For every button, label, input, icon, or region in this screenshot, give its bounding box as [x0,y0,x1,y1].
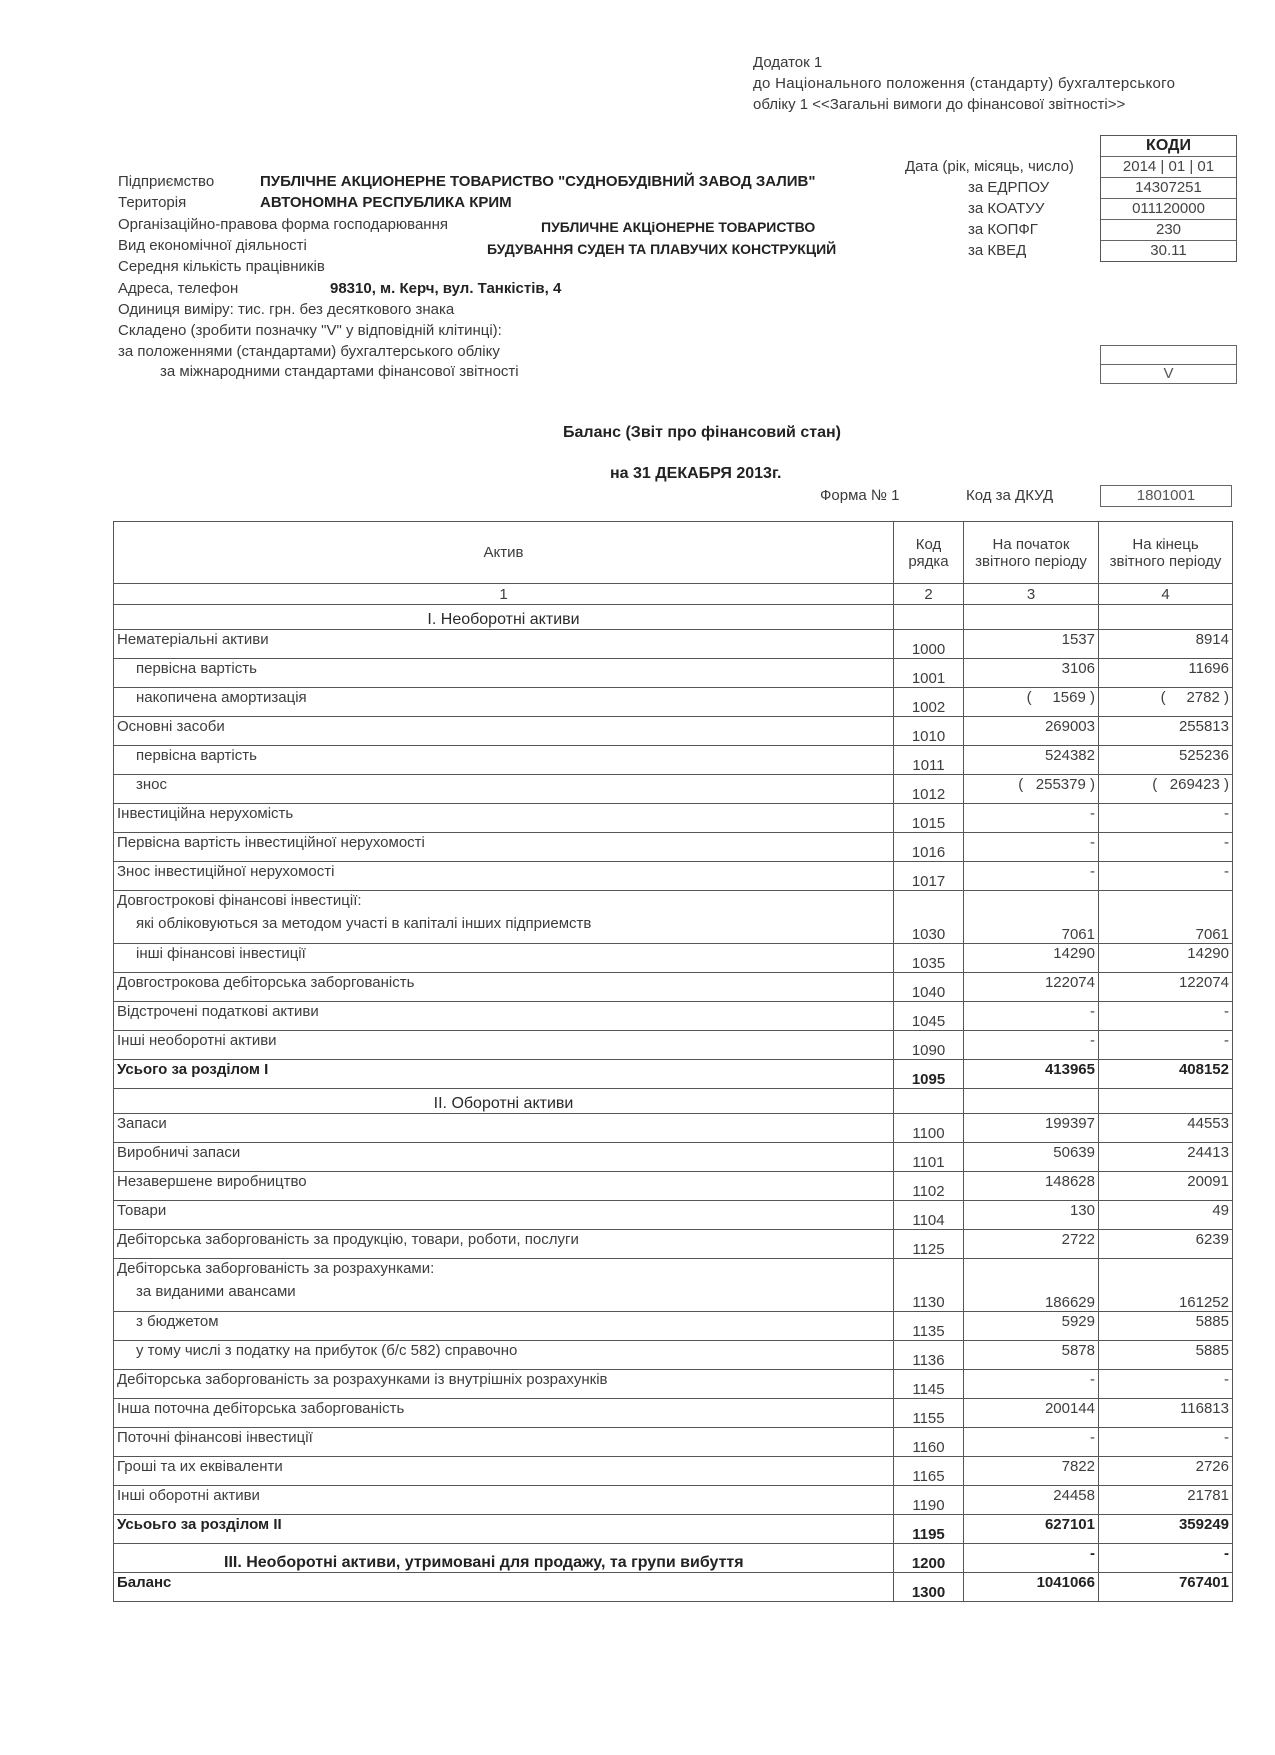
header-end: На кінець звітного періоду [1099,522,1233,584]
territory-value: АВТОНОМНА РЕСПУБЛИКА КРИМ [260,194,512,211]
code-kved: 30.11 [1101,240,1236,261]
label-date: Дата (рік, місяць, число) [905,158,1074,175]
activity-value: БУДУВАННЯ СУДЕН ТА ПЛАВУЧИХ КОНСТРУКЦИЙ [487,241,837,257]
section-1-heading: I. Необоротні активи [114,605,894,630]
legal-form-label: Організаційно-правова форма господарювання [118,216,448,233]
table-row: первісна вартість 1001 3106 11696 [114,659,1233,688]
table-row: первісна вартість 1011 524382 525236 [114,746,1233,775]
label-edrpou: за ЕДРПОУ [968,179,1050,196]
appendix-line2: до Національного положення (стандарту) бухгалтерського [753,75,1176,92]
table-row: інші фінансові інвестиції 1035 14290 14290 [114,944,1233,973]
table-row: Дебіторська заборгованість за розрахунками: за виданими авансами 1130 186629 161252 [114,1259,1233,1312]
table-row: Довгострокова дебіторська заборгованість 1040 122074 122074 [114,973,1233,1002]
label-koatuu: за КОАТУУ [968,200,1045,217]
legal-form-value: ПУБЛИЧНЕ АКЦіОНЕРНЕ ТОВАРИСТВО [541,219,816,235]
header-code: Код рядка [894,522,964,584]
table-row: Виробничі запаси 1101 50639 24413 [114,1143,1233,1172]
col-number: 2 [894,584,964,605]
section-heading-row [114,1089,1233,1114]
col-number: 1 [114,584,894,605]
table-row: Нематеріальні активи 1000 1537 8914 [114,630,1233,659]
codes-box [1100,135,1237,262]
section-1-total-row: Усього за розділом I 1095 413965 408152 [114,1060,1233,1089]
report-date: на 31 ДЕКАБРЯ 2013г. [610,465,782,482]
table-row: Запаси 1100 199397 44553 [114,1114,1233,1143]
section-2-total-row: Усьоьго за розділом II 1195 627101 359249 [114,1515,1233,1544]
col-number: 4 [1099,584,1233,605]
unit-label: Одиниця виміру: тис. грн. без десяткового знака [118,301,455,318]
address-value: 98310, м. Керч, вул. Танкістів, 4 [330,280,562,297]
form-number: Форма № 1 [820,487,900,504]
column-numbers-row [114,584,1233,605]
table-row: Гроші та их еквіваленти 1165 7822 2726 [114,1457,1233,1486]
table-row: накопичена амортизація 1002 ( 1569 ) ( 2782 ) [114,688,1233,717]
table-row: Основні засоби 1010 269003 255813 [114,717,1233,746]
table-header-row [114,522,1233,584]
row-label: Дебіторська заборгованість за розрахунками: [117,1260,435,1277]
table-row: Знос інвестиційної нерухомості 1017 - - [114,862,1233,891]
codes-title: КОДИ [1146,137,1191,154]
balance-total-row: Баланс 1300 1041066 767401 [114,1573,1233,1602]
table-row: Довгострокові фінансові інвестиції: які обліковуються за методом участі в капіталі інших підприемств 1030 7061 7061 [114,891,1233,944]
header-asset: Актив [114,522,894,584]
territory-label: Територія [118,194,187,211]
address-label: Адреса, телефон [118,280,239,297]
appendix-line1: Додаток 1 [753,54,823,71]
table-row: Дебіторська заборгованість за продукцію, товари, роботи, послуги 1125 2722 6239 [114,1230,1233,1259]
option-national-checkbox[interactable] [1100,345,1237,365]
page-title: Баланс (Звіт про фінансовий стан) [563,424,841,441]
enterprise-label: Підприємство [118,173,215,190]
col-number: 3 [964,584,1099,605]
dkud-value: 1801001 [1100,485,1232,507]
table-row: Інші необоротні активи 1090 - - [114,1031,1233,1060]
label-kved: за КВЕД [968,242,1027,259]
table-row: з бюджетом 1135 5929 5885 [114,1312,1233,1341]
option-international-label: за міжнародними стандартами фінансової звітності [160,363,519,380]
table-row: у тому числі з податку на прибуток (б/с 582) справочно 1136 5878 5885 [114,1341,1233,1370]
code-date: 2014 | 01 | 01 [1101,156,1236,177]
table-row: Інші оборотні активи 1190 24458 21781 [114,1486,1233,1515]
row-sublabel: які обліковуються за методом участі в капіталі інших підприемств [136,915,592,932]
section-3-row: III. Необоротні активи, утримовані для продажу, та групи вибуття 1200 - - [114,1544,1233,1573]
table-row: Дебіторська заборгованість за розрахунками із внутрішніх розрахунків 1145 - - [114,1370,1233,1399]
dkud-label: Код за ДКУД [966,487,1054,504]
table-row: Товари 1104 130 49 [114,1201,1233,1230]
row-sublabel: за виданими авансами [136,1283,296,1300]
label-kopfg: за КОПФГ [968,221,1038,238]
header-start: На початок звітного періоду [964,522,1099,584]
option-international-checkbox[interactable]: V [1100,364,1237,384]
enterprise-value: ПУБЛІЧНЕ АКЦИОНЕРНЕ ТОВАРИСТВО "СУДНОБУДІВНИЙ ЗАВОД ЗАЛИВ" [260,173,816,190]
table-row: Первісна вартість інвестиційної нерухомості 1016 - - [114,833,1233,862]
table-row: знос 1012 ( 255379 ) ( 269423 ) [114,775,1233,804]
activity-label: Вид економічної діяльності [118,237,307,254]
code-edrpou: 14307251 [1101,177,1236,198]
compiled-label: Складено (зробити позначку "V" у відповідній клітинці): [118,322,502,339]
table-row: Поточні фінансові інвестиції 1160 - - [114,1428,1233,1457]
table-row: Незавершене виробництво 1102 148628 20091 [114,1172,1233,1201]
table-row: Інша поточна дебіторська заборгованість 1155 200144 116813 [114,1399,1233,1428]
section-2-heading: II. Оборотні активи [114,1089,894,1114]
code-kopfg: 230 [1101,219,1236,240]
code-koatuu: 011120000 [1101,198,1236,219]
option-national-label: за положеннями (стандартами) бухгалтерського обліку [118,343,500,360]
table-row: Відстрочені податкові активи 1045 - - [114,1002,1233,1031]
table-row: Інвестиційна нерухомість 1015 - - [114,804,1233,833]
section-heading-row [114,605,1233,630]
balance-table [113,521,1233,1602]
appendix-line3: обліку 1 <<Загальні вимоги до фінансової звітності>> [753,96,1126,113]
row-label: Довгострокові фінансові інвестиції: [117,892,362,909]
employees-label: Середня кількість працівників [118,258,325,275]
